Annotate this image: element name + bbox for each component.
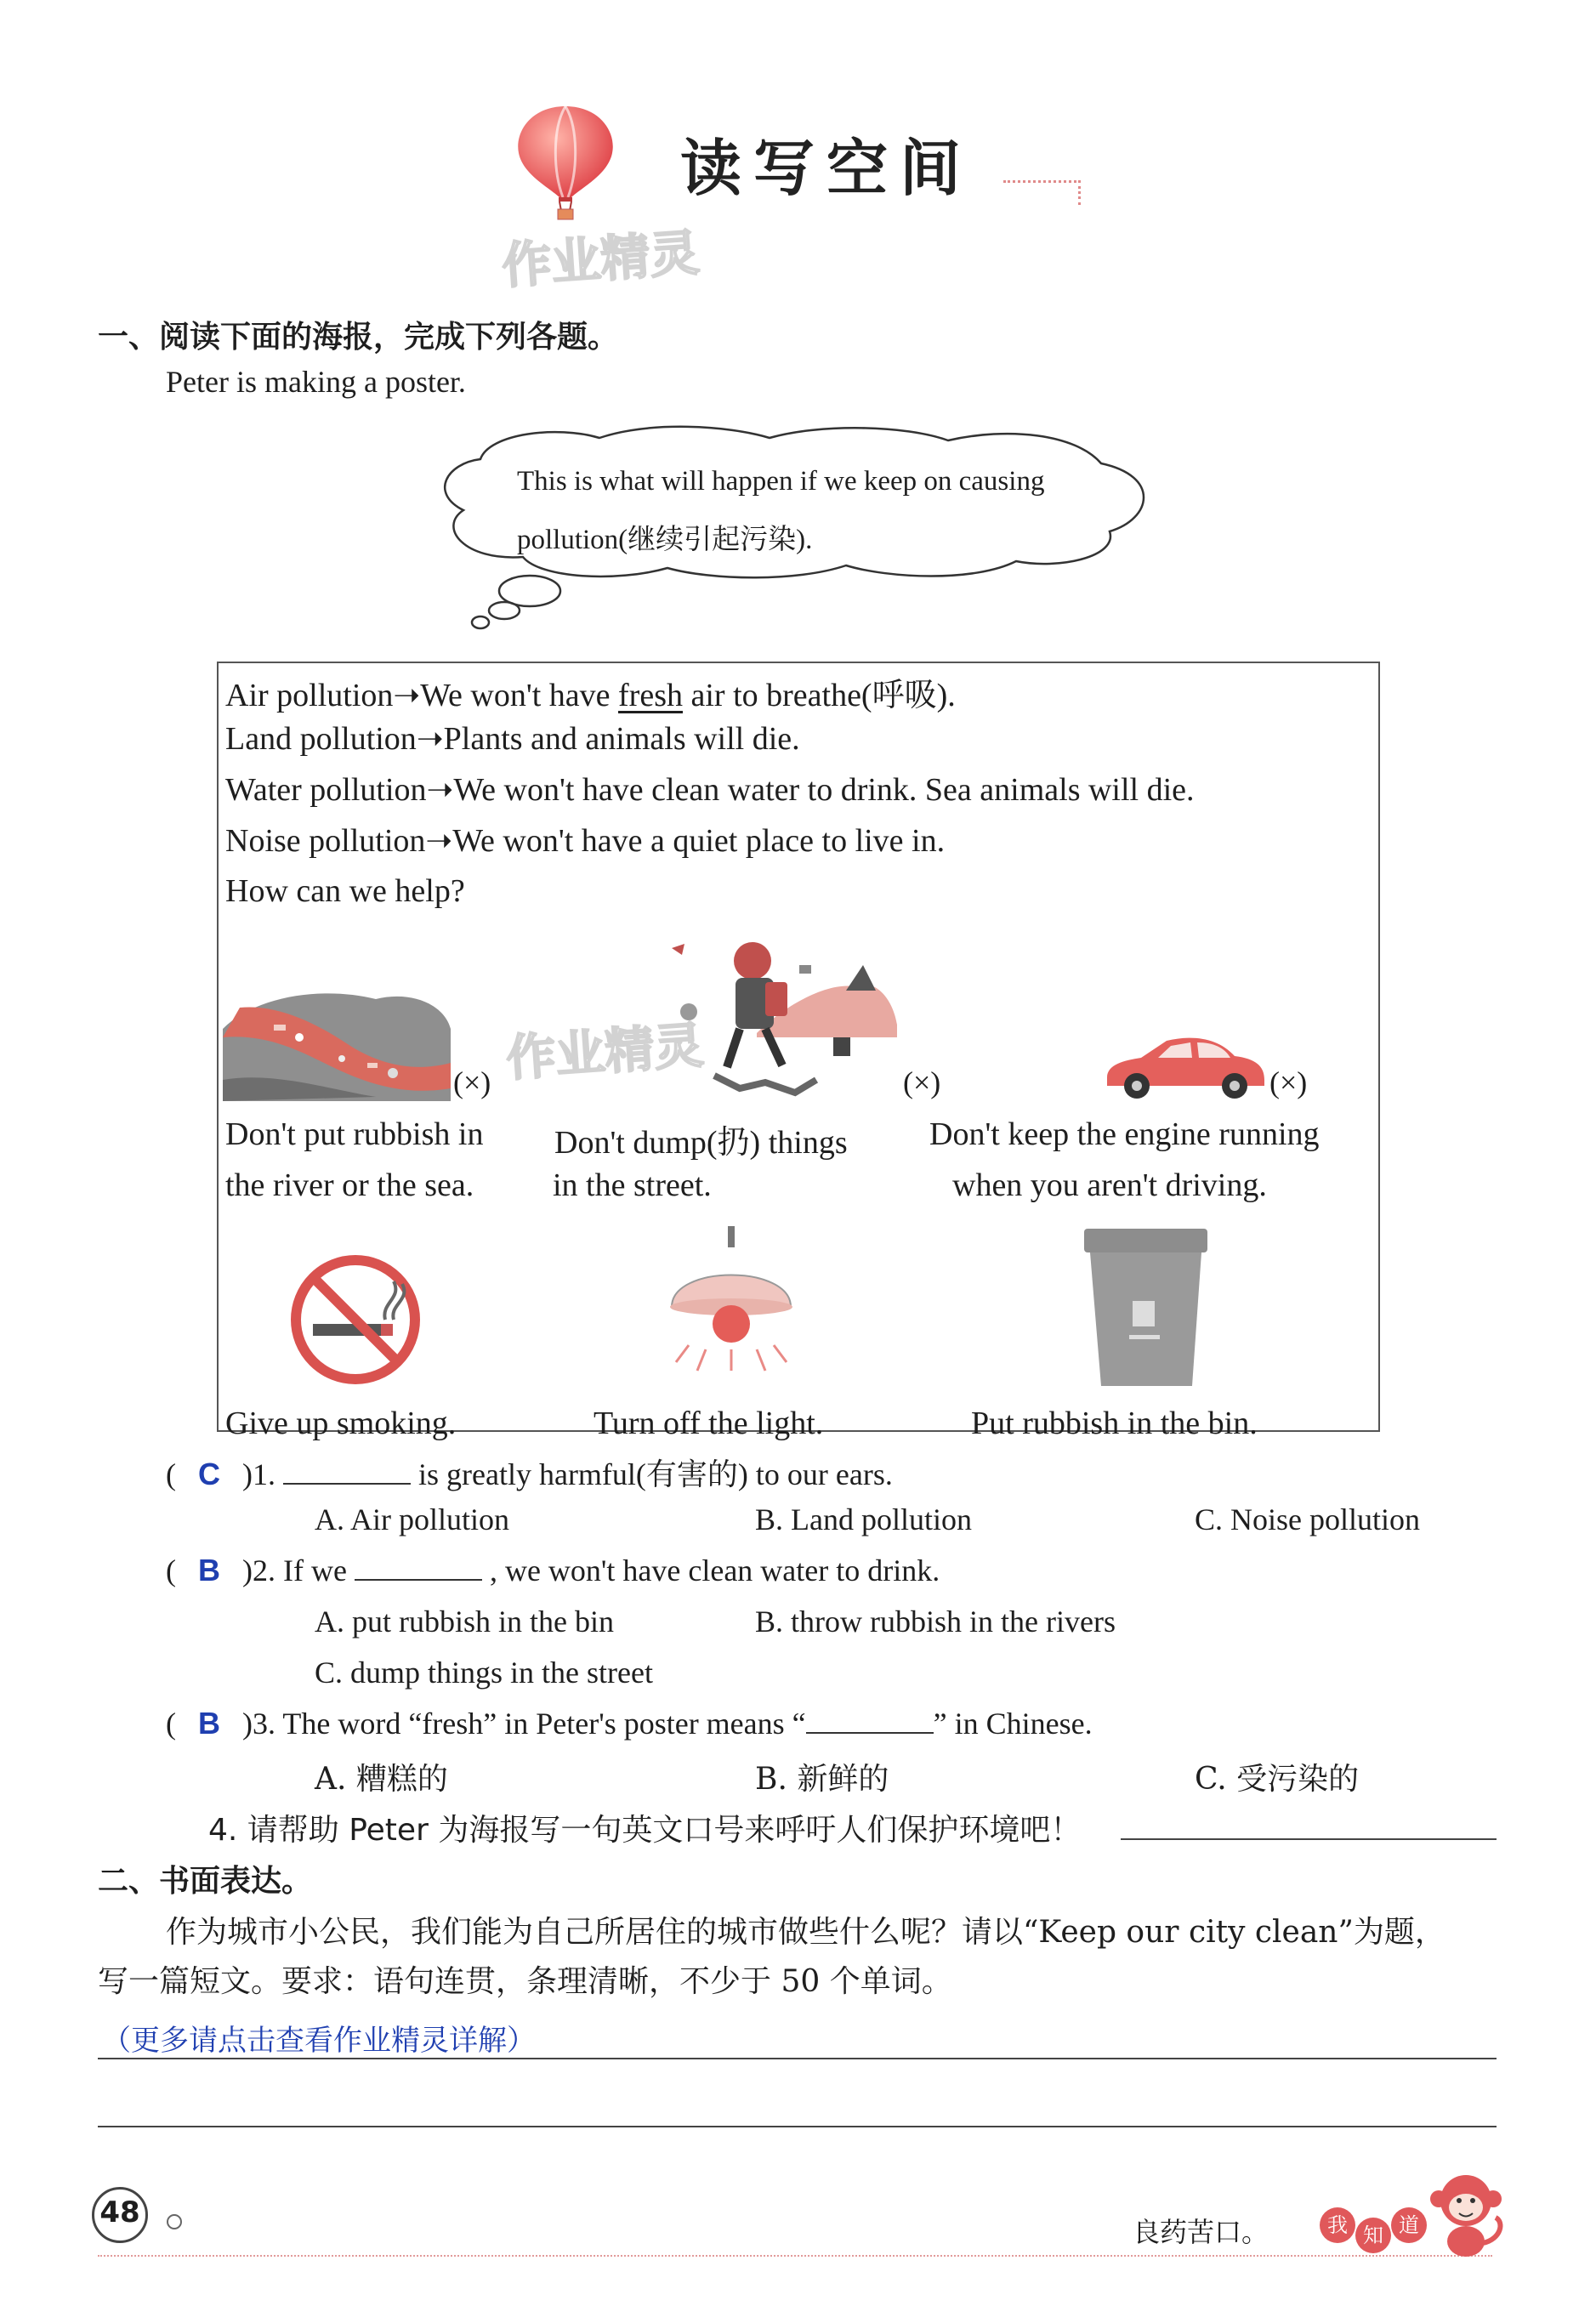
caption-smoking: Give up smoking.	[225, 1406, 457, 1441]
answer-2[interactable]: B	[198, 1553, 220, 1587]
q4-answer-line[interactable]	[1121, 1838, 1497, 1840]
question-1: ( C )1. is greatly harmful(有害的) to our ears.	[166, 1457, 893, 1491]
badge-char-2: 知	[1355, 2218, 1391, 2253]
poster-question: How can we help?	[225, 873, 465, 909]
no-smoking-icon	[287, 1252, 423, 1388]
caption-dump-2: in the street.	[553, 1167, 712, 1203]
badge-char-1: 我	[1320, 2207, 1355, 2243]
badge-char-3: 道	[1391, 2207, 1427, 2243]
watermark: 作业精灵	[504, 1015, 706, 1088]
caption-engine-1: Don't keep the engine running	[929, 1116, 1320, 1152]
balloon-icon	[510, 102, 621, 221]
q3-option-a[interactable]: A. 糟糕的	[315, 1762, 448, 1797]
arrow-icon: ➝	[393, 678, 421, 713]
monkey-mascot-icon	[1423, 2167, 1508, 2260]
question-3: ( B )3. The word “fresh” in Peter's poster means “ ” in Chinese.	[166, 1706, 1093, 1741]
answer-1[interactable]: C	[198, 1457, 220, 1491]
caption-engine-2: when you aren't driving.	[952, 1167, 1267, 1203]
bubble-line-1: This is what will happen if we keep on causing	[517, 466, 1045, 497]
page-number: 48	[99, 2195, 140, 2229]
light-bulb-icon	[655, 1226, 808, 1388]
q2-option-c[interactable]: C. dump things in the street	[315, 1656, 653, 1690]
arrow-icon: ➝	[426, 772, 454, 808]
section2-line-2: 写一篇短文。要求：语句连贯，条理清晰，不少于 50 个单词。	[98, 1964, 952, 1999]
q2-option-a[interactable]: A. put rubbish in the bin	[315, 1605, 614, 1639]
caption-light: Turn off the light.	[594, 1406, 824, 1441]
q1-option-a[interactable]: A. Air pollution	[315, 1502, 510, 1536]
section2-line-1: 作为城市小公民，我们能为自己所居住的城市做些什么呢？请以“Keep our city clean”为题，	[166, 1915, 1445, 1950]
poster-line-water: Water pollution➝We won't have clean water to drink. Sea animals will die.	[225, 772, 1195, 808]
blank-3[interactable]	[806, 1707, 934, 1734]
q3-option-c[interactable]: C. 受污染的	[1195, 1762, 1360, 1797]
arrow-icon: ➝	[416, 721, 444, 757]
car-icon	[1099, 1031, 1269, 1103]
caption-dump-1: Don't dump(扔) things	[554, 1125, 848, 1161]
section1-heading: 一、阅读下面的海报，完成下列各题。	[98, 320, 619, 355]
writing-line-1[interactable]	[98, 2058, 1497, 2059]
footer-proverb: 良药苦口。	[1133, 2216, 1269, 2248]
detail-link[interactable]: （更多请点击查看作业精灵详解）	[102, 2024, 536, 2058]
section2-heading: 二、书面表达。	[98, 1864, 313, 1899]
caption-river-1: Don't put rubbish in	[225, 1116, 484, 1152]
trash-bin-icon	[1080, 1224, 1212, 1390]
watermark: 作业精灵	[500, 223, 701, 295]
title-decoration	[1003, 180, 1081, 205]
q2-option-b[interactable]: B. throw rubbish in the rivers	[755, 1605, 1116, 1639]
answer-3[interactable]: B	[198, 1706, 220, 1741]
cross-mark-1: (×)	[453, 1065, 491, 1099]
poster-line-noise: Noise pollution➝We won't have a quiet place to live in.	[225, 823, 946, 859]
poster-line-land: Land pollution➝Plants and animals will die.	[225, 721, 800, 757]
poster-line-air: Air pollution➝We won't have fresh air to breathe(呼吸).	[225, 678, 956, 713]
blank-1[interactable]	[283, 1457, 411, 1485]
caption-river-2: the river or the sea.	[225, 1167, 474, 1203]
bubble-line-2: pollution(继续引起污染).	[517, 525, 813, 555]
q3-option-b[interactable]: B. 新鲜的	[755, 1762, 889, 1797]
question-4: 4. 请帮助 Peter 为海报写一句英文口号来呼吁人们保护环境吧！	[208, 1813, 1082, 1848]
cross-mark-2: (×)	[903, 1065, 941, 1099]
cross-mark-3: (×)	[1269, 1065, 1308, 1099]
blank-2[interactable]	[355, 1553, 482, 1581]
writing-line-2[interactable]	[98, 2126, 1497, 2127]
q1-option-b[interactable]: B. Land pollution	[755, 1502, 972, 1536]
polluted-river-icon	[223, 978, 452, 1101]
q1-option-c[interactable]: C. Noise pollution	[1195, 1502, 1421, 1536]
question-2: ( B )2. If we , we won't have clean water to drink.	[166, 1553, 940, 1587]
footer-rule	[98, 2255, 1492, 2257]
page-title: 读写空间	[680, 133, 974, 204]
footer-dot-icon	[167, 2214, 182, 2229]
caption-bin: Put rubbish in the bin.	[971, 1406, 1258, 1441]
section1-intro: Peter is making a poster.	[166, 365, 466, 399]
arrow-icon: ➝	[425, 823, 453, 859]
